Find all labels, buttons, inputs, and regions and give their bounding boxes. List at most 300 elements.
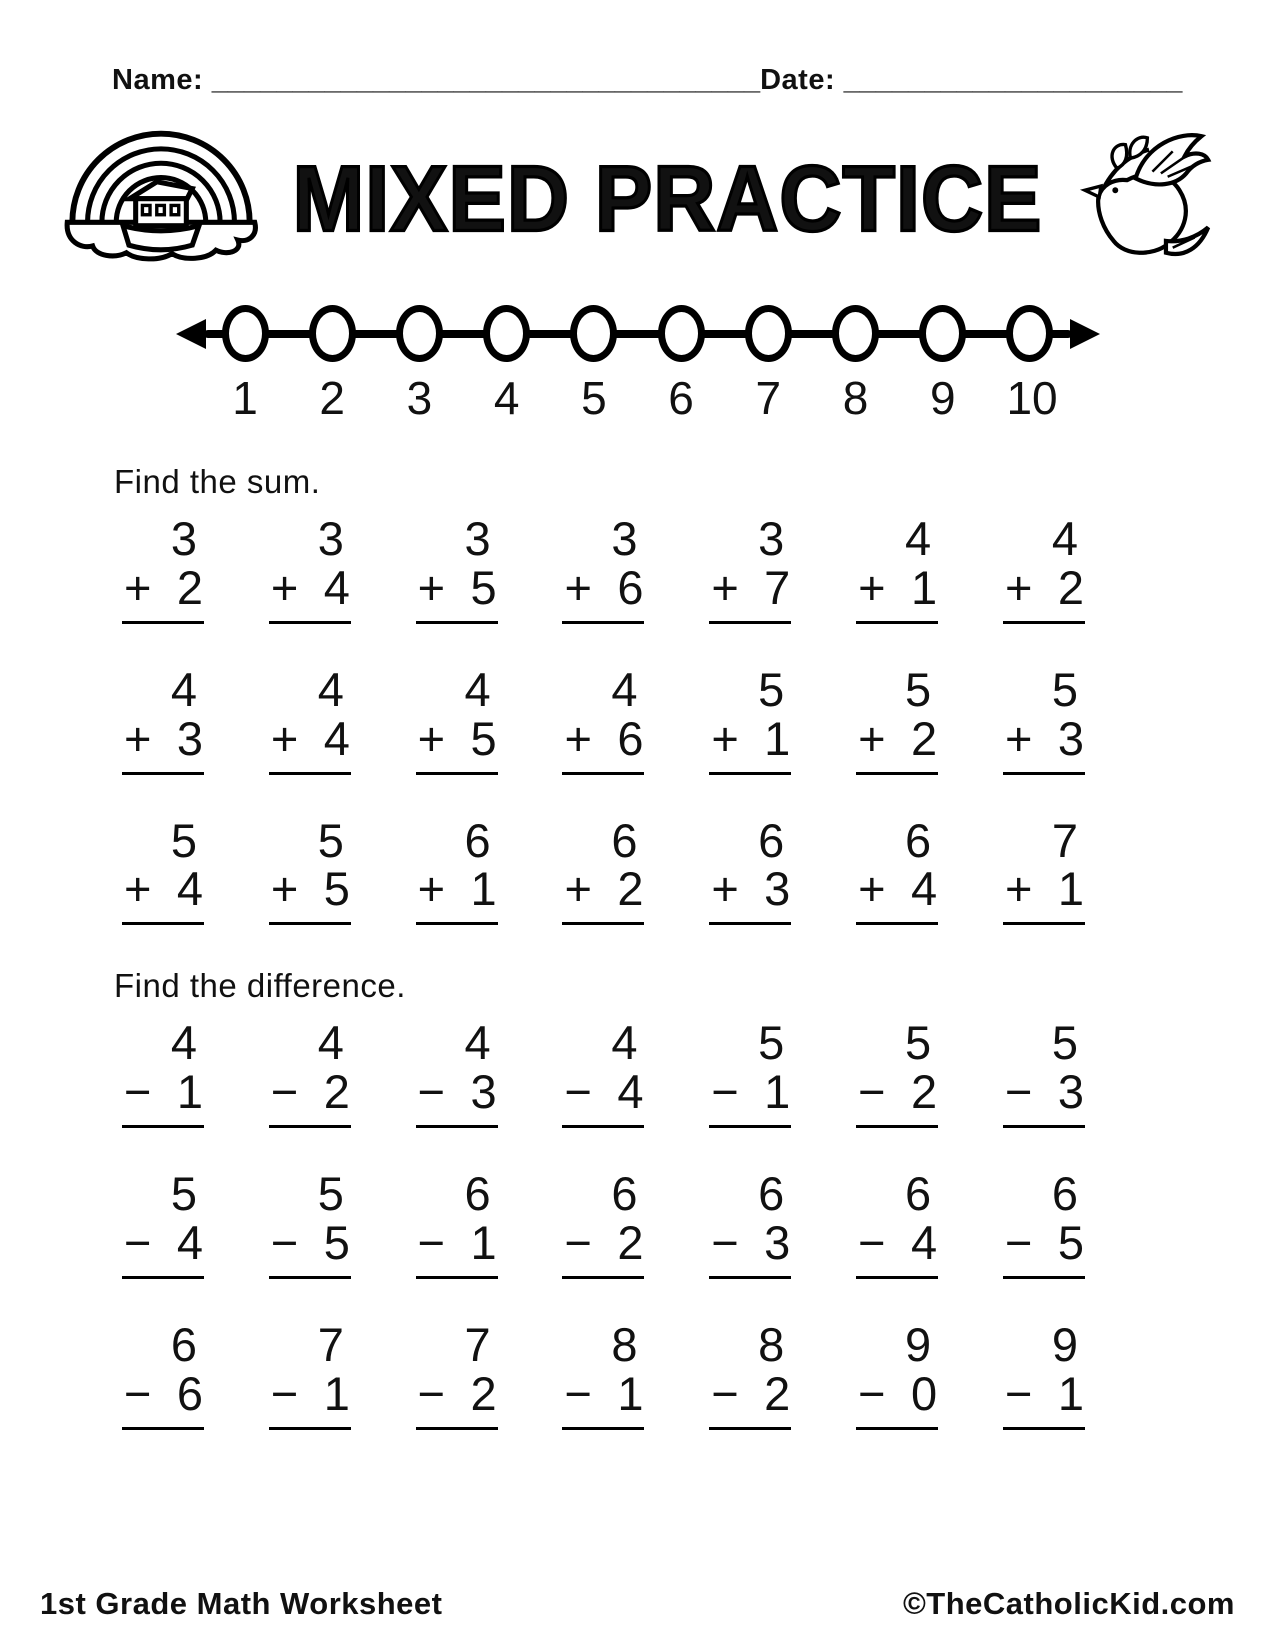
top-operand: 4 <box>611 662 637 716</box>
bottom-operand: 3 <box>176 711 202 765</box>
top-operand: 6 <box>170 1317 196 1371</box>
top-operand: 3 <box>317 512 343 565</box>
math-problem <box>856 1016 938 1130</box>
answer-blank[interactable] <box>269 621 351 626</box>
top-operand: 4 <box>905 512 931 565</box>
bottom-operand-row <box>562 862 644 916</box>
answer-blank[interactable] <box>269 1427 351 1432</box>
footer-left-text: 1st Grade Math Worksheet <box>40 1586 443 1621</box>
bottom-operand-row <box>856 1366 938 1420</box>
answer-blank[interactable] <box>269 1125 351 1130</box>
bottom-operand: 5 <box>323 862 349 916</box>
bottom-operand-row <box>1003 1366 1085 1420</box>
problem-rows <box>122 512 1085 927</box>
answer-blank[interactable] <box>122 1125 204 1130</box>
math-problem <box>122 512 204 626</box>
operator-sign: + <box>711 560 738 614</box>
bottom-operand-row <box>562 1215 644 1269</box>
bottom-operand: 4 <box>617 1065 643 1119</box>
answer-blank[interactable] <box>122 772 204 777</box>
answer-blank[interactable] <box>562 772 644 777</box>
math-problem <box>122 1317 204 1432</box>
answer-blank[interactable] <box>562 621 644 626</box>
operator-sign: + <box>1004 711 1032 765</box>
top-operand: 4 <box>464 662 490 716</box>
number-line-ticks <box>222 305 1054 362</box>
answer-blank[interactable] <box>269 1276 351 1281</box>
answer-blank[interactable] <box>562 922 644 927</box>
math-problem <box>269 1167 351 1281</box>
operator-sign: + <box>858 560 885 614</box>
section-heading: Find the sum. <box>114 463 321 500</box>
answer-blank[interactable] <box>856 1125 938 1130</box>
top-operand: 4 <box>317 662 343 716</box>
problem-row <box>122 1167 1085 1281</box>
number-line-label: 9 <box>929 372 956 424</box>
problem-row <box>122 1016 1085 1130</box>
top-operand: 5 <box>758 1016 784 1070</box>
bottom-operand-row <box>122 1215 204 1269</box>
problem-row <box>122 662 1085 777</box>
math-problem <box>416 1016 498 1130</box>
math-problem <box>856 662 938 777</box>
bottom-operand-row <box>709 862 791 916</box>
top-operand: 4 <box>170 662 196 716</box>
top-operand: 3 <box>758 512 784 565</box>
operator-sign: + <box>711 862 738 916</box>
math-problem <box>562 512 644 626</box>
operator-sign: − <box>124 1215 151 1269</box>
top-operand: 4 <box>611 1016 637 1070</box>
operator-sign: − <box>1004 1366 1032 1420</box>
bottom-operand: 1 <box>176 1065 202 1119</box>
operator-sign: − <box>858 1215 885 1269</box>
bottom-operand: 5 <box>470 711 496 765</box>
math-problem <box>856 813 938 928</box>
operator-sign: + <box>858 711 885 765</box>
number-line-label: 5 <box>581 372 607 424</box>
bottom-operand-row <box>122 862 204 916</box>
math-problem <box>416 662 498 777</box>
dove-olive-branch-icon <box>1068 121 1220 278</box>
worksheet-footer <box>40 1586 1235 1622</box>
operator-sign: − <box>858 1366 885 1420</box>
operator-sign: − <box>564 1215 591 1269</box>
math-problem <box>122 1016 204 1130</box>
top-operand: 7 <box>1051 813 1077 867</box>
number-line-node <box>658 305 705 362</box>
bottom-operand: 5 <box>1057 1215 1083 1269</box>
answer-blank[interactable] <box>856 621 938 626</box>
bottom-operand-row <box>1003 1065 1085 1119</box>
operator-sign: + <box>124 711 151 765</box>
bottom-operand-row <box>856 711 938 765</box>
number-line-label: 1 <box>232 372 258 424</box>
bottom-operand-row <box>269 560 351 614</box>
math-problem <box>709 1317 791 1432</box>
answer-blank[interactable] <box>709 772 791 777</box>
top-operand: 4 <box>317 1016 343 1070</box>
operator-sign: + <box>1004 560 1032 614</box>
answer-blank[interactable] <box>856 1427 938 1432</box>
number-line-label: 8 <box>842 372 869 424</box>
bottom-operand-row <box>562 1366 644 1420</box>
math-problem <box>416 1317 498 1432</box>
answer-blank[interactable] <box>122 1427 204 1432</box>
top-operand: 6 <box>758 813 784 867</box>
bottom-operand: 1 <box>764 1065 790 1119</box>
bottom-operand-row <box>269 862 351 916</box>
bottom-operand: 1 <box>764 711 790 765</box>
math-problem <box>269 662 351 777</box>
math-problem <box>709 512 791 626</box>
operator-sign: − <box>417 1215 445 1269</box>
number-line-node <box>222 305 269 362</box>
bottom-operand: 4 <box>323 560 349 614</box>
math-problem <box>269 1317 351 1432</box>
bottom-operand-row <box>1003 711 1085 765</box>
name-field <box>112 64 760 97</box>
number-line-node <box>309 305 356 362</box>
operator-sign: + <box>270 862 298 916</box>
math-problem <box>562 662 644 777</box>
answer-blank[interactable] <box>122 621 204 626</box>
top-operand: 5 <box>317 813 343 867</box>
bottom-operand: 7 <box>764 560 790 614</box>
number-line-label: 2 <box>319 372 346 424</box>
top-operand: 4 <box>170 1016 196 1070</box>
bottom-operand: 5 <box>470 560 496 614</box>
number-line-node <box>396 305 443 362</box>
bottom-operand-row <box>122 711 204 765</box>
top-operand: 6 <box>611 813 637 867</box>
operator-sign: + <box>564 862 591 916</box>
answer-blank[interactable] <box>856 1276 938 1281</box>
bottom-operand: 3 <box>1057 1065 1083 1119</box>
answer-blank[interactable] <box>1003 1125 1085 1130</box>
operator-sign: − <box>417 1065 445 1119</box>
top-operand: 4 <box>1051 512 1077 565</box>
bottom-operand-row <box>122 1065 204 1119</box>
math-problem <box>416 512 498 626</box>
answer-blank[interactable] <box>416 922 498 927</box>
answer-blank[interactable] <box>122 922 204 927</box>
answer-blank[interactable] <box>709 1427 791 1432</box>
bottom-operand-row <box>1003 560 1085 614</box>
math-problem <box>856 1167 938 1281</box>
top-operand: 5 <box>758 662 784 716</box>
top-operand: 6 <box>758 1167 784 1220</box>
operator-sign: − <box>1004 1215 1032 1269</box>
math-problem <box>562 813 644 928</box>
bottom-operand-row <box>709 1366 791 1420</box>
answer-blank[interactable] <box>416 1125 498 1130</box>
bottom-operand: 3 <box>764 1215 790 1269</box>
bottom-operand: 2 <box>470 1366 496 1420</box>
top-operand: 4 <box>464 1016 490 1070</box>
top-operand: 6 <box>464 813 490 867</box>
math-problem <box>269 813 351 928</box>
bottom-operand-row <box>709 560 791 614</box>
math-problem <box>856 1317 938 1432</box>
operator-sign: + <box>417 560 445 614</box>
answer-blank[interactable] <box>709 922 791 927</box>
bottom-operand: 4 <box>323 711 349 765</box>
bottom-operand: 1 <box>470 862 496 916</box>
top-operand: 3 <box>464 512 490 565</box>
noahs-ark-rainbow-icon <box>55 121 267 278</box>
math-problem <box>709 662 791 777</box>
footer-credit-text: ©TheCatholicKid.com <box>902 1586 1235 1621</box>
top-operand: 5 <box>170 813 196 867</box>
top-operand: 6 <box>611 1167 637 1220</box>
bottom-operand-row <box>709 1215 791 1269</box>
bottom-operand: 1 <box>1057 1366 1083 1420</box>
bottom-operand: 6 <box>617 711 643 765</box>
math-problem <box>416 813 498 928</box>
operator-sign: − <box>711 1065 738 1119</box>
operator-sign: − <box>270 1065 298 1119</box>
number-line-node <box>745 305 792 362</box>
number-line-label: 3 <box>406 372 433 424</box>
math-problem <box>709 813 791 928</box>
problem-row <box>122 813 1085 928</box>
answer-blank[interactable] <box>709 621 791 626</box>
answer-blank[interactable] <box>1003 1427 1085 1432</box>
answer-blank[interactable] <box>709 1125 791 1130</box>
problem-rows <box>122 1016 1085 1431</box>
top-operand: 5 <box>170 1167 196 1220</box>
answer-blank[interactable] <box>856 772 938 777</box>
bottom-operand-row <box>856 560 938 614</box>
answer-blank[interactable] <box>1003 1276 1085 1281</box>
date-label: Date: <box>760 64 836 96</box>
bottom-operand: 4 <box>176 862 202 916</box>
math-problem <box>416 1167 498 1281</box>
number-line-node <box>483 305 530 362</box>
answer-blank[interactable] <box>416 772 498 777</box>
bottom-operand: 2 <box>1057 560 1083 614</box>
bottom-operand-row <box>269 1366 351 1420</box>
bottom-operand: 4 <box>911 862 937 916</box>
top-operand: 7 <box>464 1317 490 1371</box>
bottom-operand-row <box>416 1215 498 1269</box>
bottom-operand-row <box>416 1065 498 1119</box>
operator-sign: − <box>124 1366 151 1420</box>
bottom-operand-row <box>709 1065 791 1119</box>
number-line-label: 4 <box>493 372 520 424</box>
page-title: MIXED PRACTICE <box>292 146 1043 251</box>
bottom-operand: 3 <box>470 1065 496 1119</box>
bottom-operand: 1 <box>470 1215 496 1269</box>
arrow-left-icon <box>176 319 206 349</box>
subtraction-section <box>0 967 1275 1431</box>
operator-sign: + <box>270 711 298 765</box>
bottom-operand-row <box>416 711 498 765</box>
answer-blank[interactable] <box>562 1276 644 1281</box>
operator-sign: − <box>711 1215 738 1269</box>
bottom-operand: 1 <box>1057 862 1083 916</box>
bottom-operand: 4 <box>176 1215 202 1269</box>
math-problem <box>269 1016 351 1130</box>
bottom-operand-row <box>1003 862 1085 916</box>
top-operand: 3 <box>170 512 196 565</box>
operator-sign: − <box>711 1366 738 1420</box>
top-operand: 3 <box>611 512 637 565</box>
operator-sign: − <box>564 1366 591 1420</box>
operator-sign: + <box>858 862 885 916</box>
bottom-operand-row <box>856 862 938 916</box>
number-line-label: 6 <box>668 372 694 424</box>
bottom-operand-row <box>562 1065 644 1119</box>
math-problem <box>562 1317 644 1432</box>
operator-sign: − <box>124 1065 151 1119</box>
name-blank-line[interactable]: __________________________________ <box>211 64 761 96</box>
bottom-operand: 4 <box>911 1215 937 1269</box>
math-problem <box>1003 1016 1085 1130</box>
answer-blank[interactable] <box>1003 922 1085 927</box>
bottom-operand-row <box>269 1215 351 1269</box>
bottom-operand: 2 <box>323 1065 349 1119</box>
bottom-operand: 1 <box>617 1366 643 1420</box>
bottom-operand-row <box>562 560 644 614</box>
top-operand: 8 <box>758 1317 784 1371</box>
answer-blank[interactable] <box>1003 621 1085 626</box>
bottom-operand: 1 <box>323 1366 349 1420</box>
math-problem <box>1003 1167 1085 1281</box>
bottom-operand: 3 <box>764 862 790 916</box>
top-operand: 6 <box>905 1167 931 1220</box>
worksheet-header <box>0 0 1275 97</box>
bottom-operand-row <box>709 711 791 765</box>
math-problem <box>122 813 204 928</box>
math-problem <box>709 1016 791 1130</box>
top-operand: 9 <box>905 1317 931 1371</box>
top-operand: 5 <box>905 1016 931 1070</box>
math-problem <box>1003 1317 1085 1432</box>
answer-blank[interactable] <box>562 1427 644 1432</box>
operator-sign: − <box>417 1366 445 1420</box>
bottom-operand-row <box>562 711 644 765</box>
operator-sign: + <box>564 711 591 765</box>
number-line-labels <box>222 371 1058 425</box>
bottom-operand: 2 <box>911 1065 937 1119</box>
answer-blank[interactable] <box>709 1276 791 1281</box>
bottom-operand: 6 <box>176 1366 202 1420</box>
math-problem <box>1003 512 1085 626</box>
operator-sign: + <box>564 560 591 614</box>
bottom-operand-row <box>416 560 498 614</box>
date-blank-line[interactable]: _____________________ <box>843 64 1183 96</box>
bottom-operand-row <box>269 711 351 765</box>
bottom-operand-row <box>1003 1215 1085 1269</box>
operator-sign: + <box>124 862 151 916</box>
math-problem <box>1003 662 1085 777</box>
number-line-node <box>570 305 617 362</box>
bottom-operand: 3 <box>1057 711 1083 765</box>
top-operand: 5 <box>1051 1016 1077 1070</box>
operator-sign: + <box>417 862 445 916</box>
operator-sign: + <box>1004 862 1032 916</box>
operator-sign: − <box>270 1366 298 1420</box>
operator-sign: + <box>417 711 445 765</box>
math-problem <box>562 1016 644 1130</box>
number-line-node <box>1006 305 1053 362</box>
bottom-operand: 1 <box>911 560 937 614</box>
top-operand: 6 <box>464 1167 490 1220</box>
top-operand: 6 <box>905 813 931 867</box>
name-label: Name: <box>112 64 204 96</box>
top-operand: 9 <box>1051 1317 1077 1371</box>
math-problem <box>709 1167 791 1281</box>
answer-blank[interactable] <box>562 1125 644 1130</box>
answer-blank[interactable] <box>416 1427 498 1432</box>
operator-sign: − <box>1004 1065 1032 1119</box>
answer-blank[interactable] <box>416 1276 498 1281</box>
bottom-operand-row <box>269 1065 351 1119</box>
number-line <box>198 305 1078 425</box>
top-operand: 5 <box>1051 662 1077 716</box>
title-banner <box>0 119 1275 279</box>
top-operand: 8 <box>611 1317 637 1371</box>
top-operand: 5 <box>317 1167 343 1220</box>
operator-sign: + <box>270 560 298 614</box>
bottom-operand: 2 <box>764 1366 790 1420</box>
answer-blank[interactable] <box>416 621 498 626</box>
answer-blank[interactable] <box>1003 772 1085 777</box>
arrow-right-icon <box>1070 319 1100 349</box>
math-problem <box>269 512 351 626</box>
number-line-label: 7 <box>755 372 782 424</box>
math-problem <box>122 662 204 777</box>
math-problem <box>1003 813 1085 928</box>
answer-blank[interactable] <box>269 772 351 777</box>
operator-sign: − <box>564 1065 591 1119</box>
bottom-operand-row <box>856 1065 938 1119</box>
answer-blank[interactable] <box>856 922 938 927</box>
operator-sign: − <box>270 1215 298 1269</box>
math-problem <box>562 1167 644 1281</box>
bottom-operand-row <box>122 1366 204 1420</box>
section-heading: Find the difference. <box>114 967 406 1005</box>
bottom-operand: 2 <box>617 862 643 916</box>
math-problem <box>122 1167 204 1281</box>
bottom-operand-row <box>416 1366 498 1420</box>
bottom-operand-row <box>416 862 498 916</box>
bottom-operand-row <box>856 1215 938 1269</box>
top-operand: 6 <box>1051 1167 1077 1220</box>
top-operand: 5 <box>905 662 931 716</box>
number-line-node <box>919 305 966 362</box>
addition-section <box>0 463 1275 927</box>
bottom-operand: 6 <box>617 560 643 614</box>
problem-row <box>122 1317 1085 1432</box>
answer-blank[interactable] <box>269 922 351 927</box>
problem-row <box>122 512 1085 626</box>
operator-sign: + <box>124 560 151 614</box>
math-problem <box>856 512 938 626</box>
bottom-operand: 5 <box>323 1215 349 1269</box>
bottom-operand-row <box>122 560 204 614</box>
number-line-node <box>832 305 879 362</box>
bottom-operand: 2 <box>911 711 937 765</box>
date-field <box>760 64 1182 97</box>
operator-sign: − <box>858 1065 885 1119</box>
bottom-operand: 2 <box>617 1215 643 1269</box>
bottom-operand: 2 <box>176 560 202 614</box>
answer-blank[interactable] <box>122 1276 204 1281</box>
number-line-label: 10 <box>1006 372 1058 424</box>
